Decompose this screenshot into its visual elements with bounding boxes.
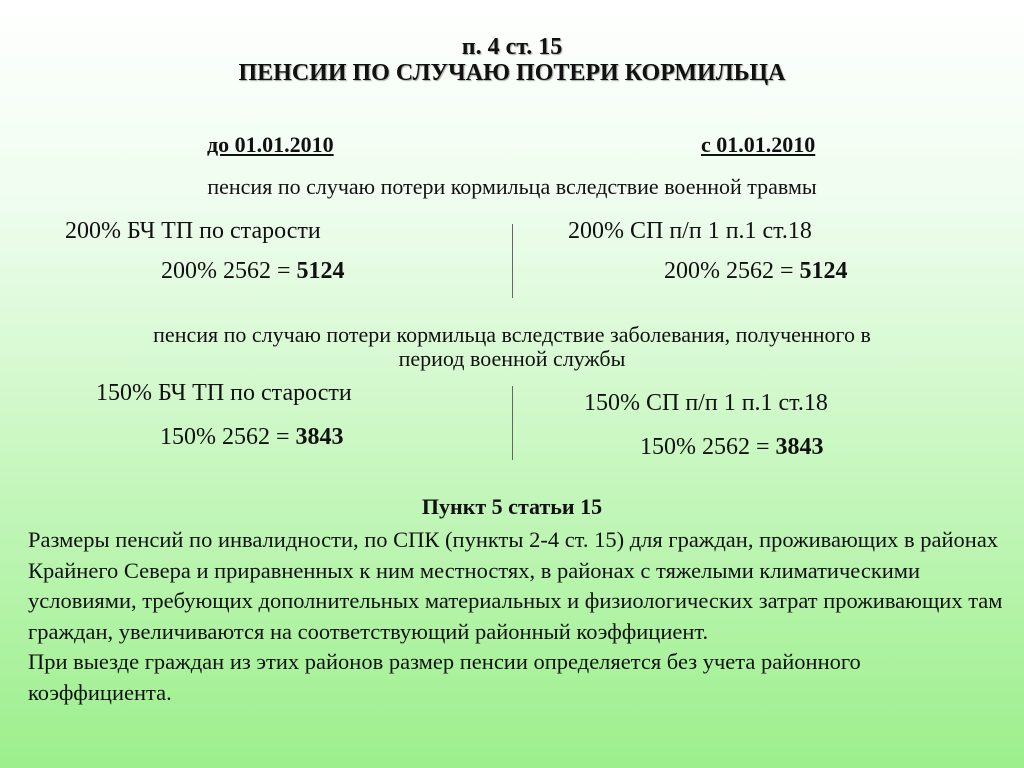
section-body <box>28 525 1003 708</box>
calc-prefix: 150% 2562 = <box>640 434 776 460</box>
military-injury-right-formula: 200% СП п/п 1 п.1 ст.18 <box>568 218 812 244</box>
service-disease-description-line1: пенсия по случаю потери кормильца вследствие заболевания, полученного в <box>153 322 871 347</box>
column-divider <box>512 224 513 298</box>
section-paragraph: При выезде граждан из этих районов размер пенсии определяется без учета районного коэффициента. <box>28 649 861 705</box>
service-disease-description-line2: период военной службы <box>398 346 626 371</box>
right-column-date: с 01.01.2010 <box>701 132 816 157</box>
header-article-ref: п. 4 ст. 15 <box>461 34 563 60</box>
calc-result: 3843 <box>295 424 344 450</box>
section-paragraph: Размеры пенсий по инвалидности, по СПК (пункты 2-4 ст. 15) для граждан, проживающих в районах Крайнего Севера и приравненных к ним местностях, в районах с тяжелыми климатическими условиями, требующих дополнительных материальных и физиологических затрат проживающих там граждан, увеличиваются на соответствующий районный коэффициент. <box>28 527 1003 644</box>
military-injury-right-calc <box>664 258 848 285</box>
calc-result: 5124 <box>296 258 345 284</box>
military-injury-left-formula: 200% БЧ ТП по старости <box>65 218 321 244</box>
section-title: Пункт 5 статьи 15 <box>421 494 603 519</box>
column-divider <box>512 386 513 460</box>
left-column-date: до 01.01.2010 <box>207 132 334 157</box>
calc-prefix: 200% 2562 = <box>664 258 800 284</box>
service-disease-left-calc <box>160 424 344 451</box>
service-disease-left-formula: 150% БЧ ТП по старости <box>96 380 352 406</box>
service-disease-right-calc <box>640 434 824 461</box>
calc-prefix: 150% 2562 = <box>160 424 296 450</box>
calc-prefix: 200% 2562 = <box>161 258 297 284</box>
military-injury-left-calc <box>161 258 345 285</box>
service-disease-right-formula: 150% СП п/п 1 п.1 ст.18 <box>584 390 828 416</box>
calc-result: 5124 <box>799 258 848 284</box>
page-title: ПЕНСИИ ПО СЛУЧАЮ ПОТЕРИ КОРМИЛЬЦА <box>238 60 786 86</box>
calc-result: 3843 <box>775 434 824 460</box>
military-injury-description: пенсия по случаю потери кормильца вследствие военной травмы <box>207 174 817 199</box>
